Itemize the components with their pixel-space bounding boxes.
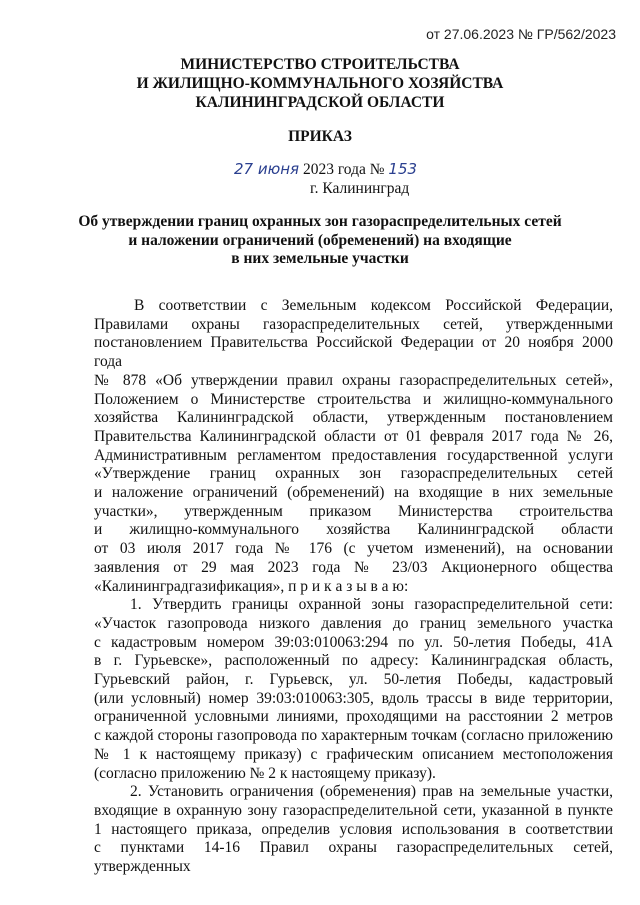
text-line: 2. Установить ограничения (обременения) прав на земельные участки,	[130, 783, 613, 801]
text-line: участки», утвержденным приказом Министерства строительства	[94, 502, 613, 520]
ministry-line: И ЖИЛИЩНО-КОММУНАЛЬНОГО ХОЗЯЙСТВА	[136, 75, 504, 92]
text-line: с пунктами 14-16 Правил охраны газораспределительных сетей, утвержденных	[94, 839, 613, 876]
text-line: «Утверждение границ охранных зон газораспределительных сетей	[94, 465, 613, 483]
date-year: 2023 года №	[302, 161, 385, 178]
paragraph-item-1	[94, 596, 613, 783]
ministry-name	[0, 55, 640, 112]
text-line: и жилищно-коммунального хозяйства Калининградской области	[94, 521, 613, 539]
text-line: входящие в охранную зону газораспределительной сети, указанной в пункте	[94, 801, 613, 819]
text-line: В соответствии с Земельным кодексом Российской Федерации,	[134, 297, 613, 314]
text-line: Правительства Калининградской области от 01 февраля 2017 года № 26,	[94, 427, 613, 445]
subject-line: Об утверждении границ охранных зон газораспределительных сетей	[78, 213, 562, 230]
text-line: (согласно приложению № 2 к настоящему приказу).	[94, 764, 436, 782]
document-subject	[0, 213, 640, 269]
text-line: с кадастровым номером 39:03:010063:294 по ул. 50-летия Победы, 41А	[94, 633, 613, 651]
text-line: с каждой стороны газопровода по характерным точкам (согласно приложению	[94, 727, 613, 745]
text-line: постановлением Правительства Российской Федерации от 20 ноября 2000 года	[94, 334, 613, 371]
text-line: Правилами охраны газораспределительных сетей, утвержденными	[94, 315, 613, 333]
text-line: от 03 июля 2017 года № 176 (с учетом изменений), на основании	[94, 540, 613, 558]
document-date-line	[234, 160, 417, 179]
text-line: Административным регламентом предоставления государственной услуги	[94, 446, 613, 464]
document-type: ПРИКАЗ	[288, 128, 352, 145]
text-line: заявления от 29 мая 2023 года № 23/03 Акционерного общества	[94, 558, 613, 576]
text-line: Гурьевский район, г. Гурьевск, ул. 50-летия Победы, кадастровый	[94, 671, 613, 689]
paragraph-item-2	[94, 783, 613, 877]
text-line: № 1 к настоящему приказу) с графическим описанием местоположения	[94, 745, 613, 763]
text-line: ограниченной условными линиями, проходящими на расстоянии 2 метров	[94, 708, 613, 726]
ministry-line: КАЛИНИНГРАДСКОЙ ОБЛАСТИ	[195, 94, 445, 111]
handwritten-date: 27 июня	[234, 160, 300, 178]
subject-line: в них земельные участки	[231, 250, 409, 267]
text-line: и наложение ограничений (обременений) на входящие в них земельные	[94, 484, 613, 502]
text-line: «Участок газопровода низкого давления до границ земельного участка	[94, 614, 613, 632]
text-line: № 878 «Об утверждении правил охраны газораспределительных сетей»,	[94, 371, 613, 389]
text-line: хозяйства Калининградской области, утвержденным постановлением	[94, 409, 613, 427]
text-line: 1 настоящего приказа, определив условия использования в соответствии	[94, 820, 613, 838]
text-line: «Калининградгазификация», п р и к а з ы в а ю:	[94, 577, 409, 595]
text-line: (или условный) номер 39:03:010063:305, вдоль трассы в виде территории,	[94, 689, 613, 707]
text-line: в г. Гурьевске», расположенный по адресу: Калининградская область,	[94, 652, 613, 670]
text-line: Положением о Министерстве строительства и жилищно-коммунального	[94, 390, 613, 408]
text-line: 1. Утвердить границы охранной зоны газораспределительной сети:	[130, 596, 613, 614]
handwritten-number: 153	[388, 160, 418, 178]
city: г. Калининград	[310, 180, 410, 197]
ministry-line: МИНИСТЕРСТВО СТРОИТЕЛЬСТВА	[180, 56, 460, 73]
subject-line: и наложении ограничений (обременений) на входящие	[128, 231, 512, 249]
document-body	[94, 297, 613, 877]
paragraph-preamble	[94, 297, 613, 596]
registration-stamp: от 27.06.2023 № ГР/562/2023	[426, 26, 616, 42]
